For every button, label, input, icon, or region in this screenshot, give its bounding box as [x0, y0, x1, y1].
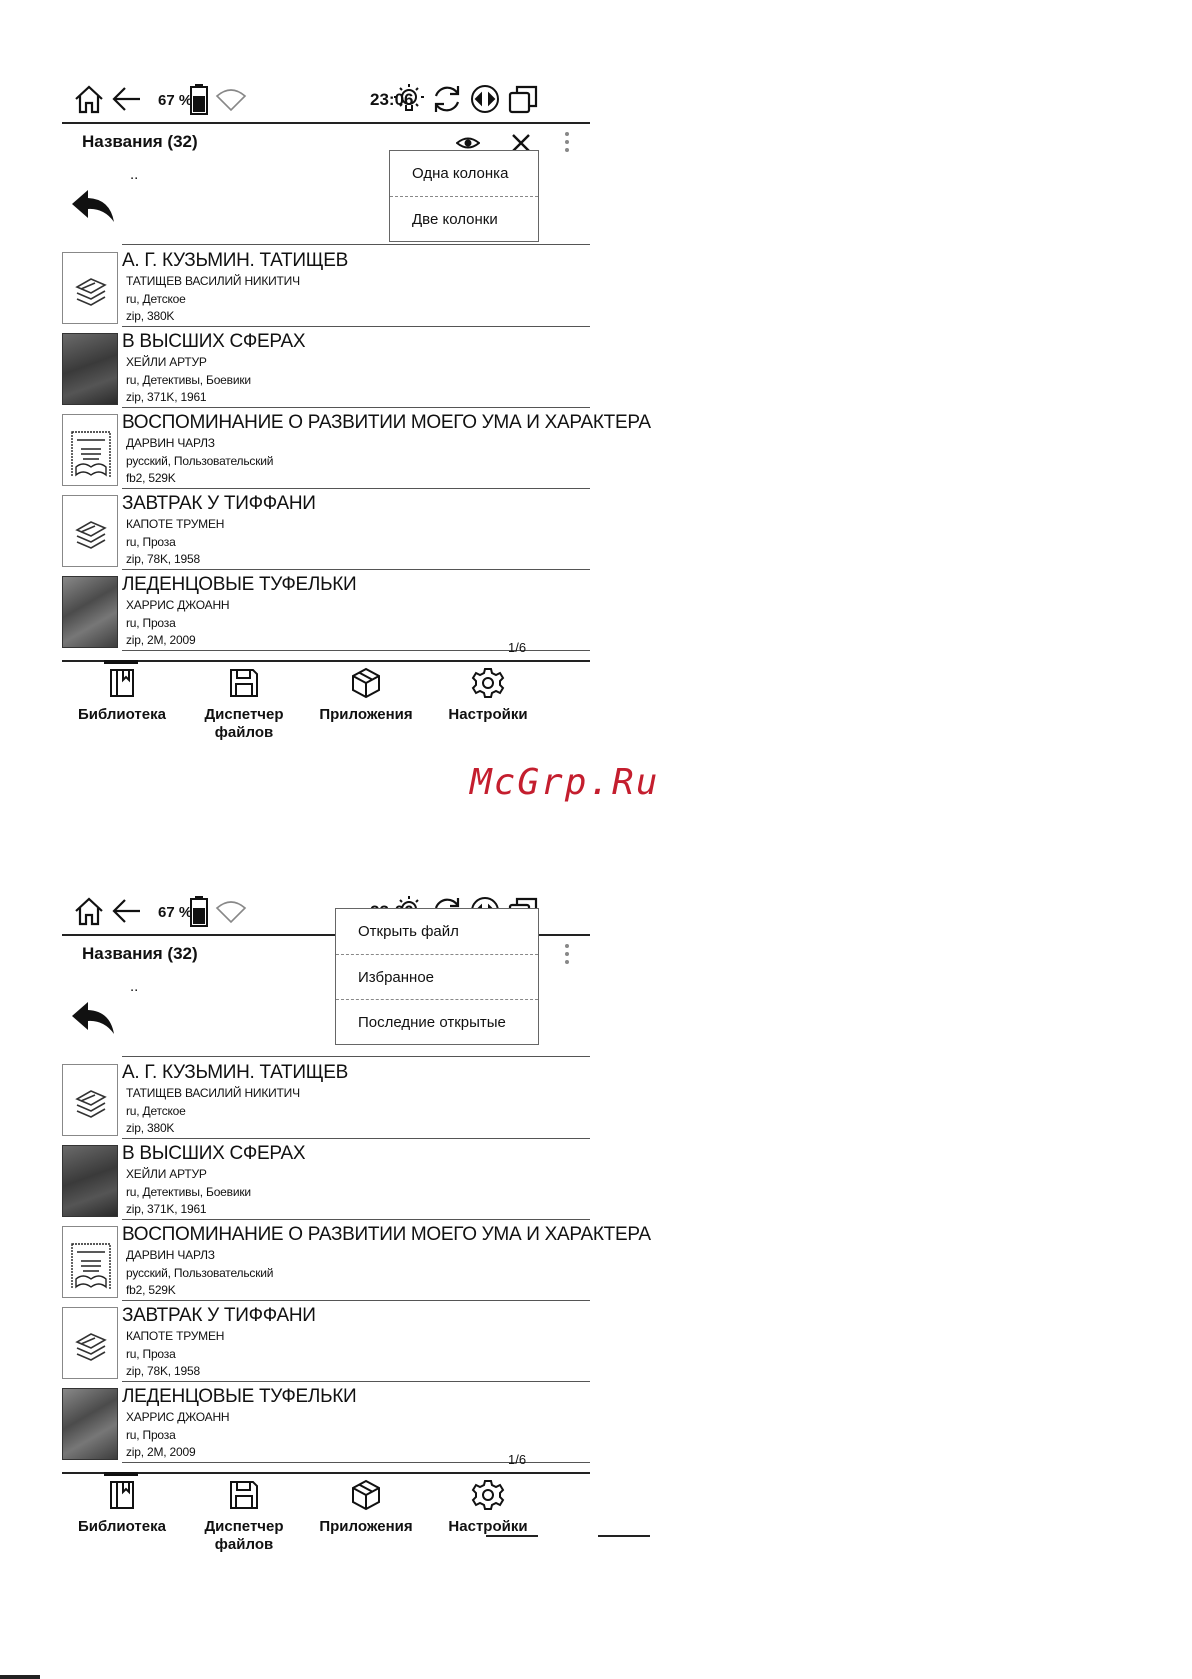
divider: [122, 244, 590, 245]
tab-file-manager[interactable]: [182, 666, 306, 742]
book-title: ЗАВТРАК У ТИФФАНИ: [122, 493, 316, 514]
tab-file-manager-label: [182, 706, 306, 742]
gear-icon: [471, 1478, 505, 1512]
book-author: ТАТИЩЕВ ВАСИЛИЙ НИКИТИЧ: [126, 274, 300, 288]
book-placeholder-icon: [62, 1064, 118, 1136]
list-item[interactable]: [62, 1139, 590, 1220]
book-language-genre: ru, Проза: [126, 616, 176, 630]
tab-library-label: Библиотека: [78, 1518, 166, 1535]
menu-item-recent[interactable]: Последние открытые: [336, 999, 538, 1044]
book-title: В ВЫСШИХ СФЕРАХ: [122, 331, 306, 352]
parent-folder-label[interactable]: ..: [130, 166, 139, 183]
book-title: ВОСПОМИНАНИЕ О РАЗВИТИИ МОЕГО УМА И ХАРАКТЕРА: [122, 1224, 651, 1245]
return-arrow-icon[interactable]: [70, 998, 116, 1038]
page-title: Названия (32): [82, 944, 198, 963]
active-tab-indicator: [104, 660, 138, 664]
book-author: ХЕЙЛИ АРТУР: [126, 1167, 207, 1181]
parent-folder-label[interactable]: ..: [130, 978, 139, 995]
divider: [62, 660, 590, 662]
more-options-menu: [335, 908, 539, 1045]
list-item[interactable]: [62, 1058, 590, 1139]
tab-settings-label: Настройки: [448, 706, 528, 723]
divider: [122, 1056, 590, 1057]
tab-applications-label: Приложения: [319, 1518, 413, 1535]
library-screen-more-menu: [62, 882, 651, 1642]
book-cover: [62, 414, 118, 486]
page-indicator: 1/6: [508, 1452, 527, 1467]
book-placeholder-icon: [62, 495, 118, 567]
cube-icon: [349, 1478, 383, 1512]
back-arrow-icon[interactable]: [110, 82, 144, 116]
tab-library[interactable]: [60, 1478, 184, 1536]
page-title: Названия (32): [82, 132, 198, 151]
book-language-genre: ru, Детское: [126, 292, 186, 306]
divider: [62, 1472, 590, 1474]
book-author: КАПОТЕ ТРУМЕН: [126, 1329, 225, 1343]
view-mode-menu: [389, 150, 539, 242]
status-bar: [62, 82, 590, 122]
page-mark: [598, 1535, 650, 1537]
list-item[interactable]: [62, 1220, 651, 1301]
book-author: ДАРВИН ЧАРЛЗ: [126, 1248, 215, 1262]
book-cover: [62, 1145, 118, 1217]
book-cover: [62, 333, 118, 405]
book-author: ДАРВИН ЧАРЛЗ: [126, 436, 215, 450]
library-icon: [105, 1478, 139, 1512]
page-indicator: 1/6: [508, 640, 527, 655]
book-cover: [62, 1226, 118, 1298]
tab-library[interactable]: [60, 666, 184, 724]
sync-icon[interactable]: [430, 82, 464, 116]
tab-file-manager-label-line1: Диспетчер: [204, 1518, 284, 1535]
battery-icon: [182, 82, 216, 116]
tab-settings[interactable]: [426, 666, 550, 724]
home-icon[interactable]: [72, 82, 106, 116]
tab-applications[interactable]: [304, 666, 428, 724]
book-title: ЗАВТРАК У ТИФФАНИ: [122, 1305, 316, 1326]
book-format-size: zip, 78K, 1958: [126, 1364, 200, 1378]
tab-file-manager-label-line2: файлов: [214, 1536, 274, 1553]
book-format-size: fb2, 529K: [126, 1283, 176, 1297]
book-placeholder-icon: [62, 1307, 118, 1379]
multitask-icon[interactable]: [506, 82, 540, 116]
page-mark: [486, 1535, 538, 1537]
more-menu-icon[interactable]: [562, 130, 572, 156]
list-item[interactable]: [62, 1382, 590, 1463]
battery-percentage: 67 %: [158, 904, 193, 921]
tab-file-manager-label: [182, 1518, 306, 1554]
more-menu-icon[interactable]: [562, 942, 572, 968]
cube-icon: [349, 666, 383, 700]
book-language-genre: русский, Пользовательский: [126, 1266, 274, 1280]
tab-applications[interactable]: [304, 1478, 428, 1536]
book-title: ЛЕДЕНЦОВЫЕ ТУФЕЛЬКИ: [122, 574, 357, 595]
frontlight-icon[interactable]: [392, 82, 426, 116]
battery-percentage: 67 %: [158, 92, 193, 109]
tab-file-manager-label-line2: файлов: [214, 724, 274, 741]
tab-applications-label: Приложения: [319, 706, 413, 723]
gear-icon: [471, 666, 505, 700]
rotate-screen-icon[interactable]: [468, 82, 502, 116]
book-author: ТАТИЩЕВ ВАСИЛИЙ НИКИТИЧ: [126, 1086, 300, 1100]
clock: 23:06: [370, 90, 414, 109]
book-format-size: zip, 380K: [126, 1121, 175, 1135]
page-mark: [0, 1675, 40, 1679]
book-language-genre: ru, Проза: [126, 535, 176, 549]
book-format-size: fb2, 529K: [126, 471, 176, 485]
back-arrow-icon[interactable]: [110, 894, 144, 928]
list-item[interactable]: [62, 327, 590, 408]
floppy-disk-icon: [227, 666, 261, 700]
book-format-size: zip, 371K, 1961: [126, 390, 207, 404]
list-item[interactable]: [62, 1301, 590, 1382]
book-author: ХЕЙЛИ АРТУР: [126, 355, 207, 369]
active-tab-indicator: [104, 1472, 138, 1476]
floppy-disk-icon: [227, 1478, 261, 1512]
tab-file-manager[interactable]: [182, 1478, 306, 1554]
book-title: В ВЫСШИХ СФЕРАХ: [122, 1143, 306, 1164]
book-title: А. Г. КУЗЬМИН. ТАТИЩЕВ: [122, 1062, 348, 1083]
home-icon[interactable]: [72, 894, 106, 928]
book-cover: [62, 576, 118, 648]
book-format-size: zip, 371K, 1961: [126, 1202, 207, 1216]
book-cover: [62, 1388, 118, 1460]
tab-settings[interactable]: [426, 1478, 550, 1536]
tab-settings-label: Настройки: [448, 1518, 528, 1535]
book-placeholder-icon: [62, 252, 118, 324]
book-format-size: zip, 2M, 2009: [126, 1445, 196, 1459]
menu-item-two-columns[interactable]: Две колонки: [390, 196, 538, 241]
book-language-genre: ru, Детективы, Боевики: [126, 1185, 251, 1199]
book-format-size: zip, 78K, 1958: [126, 552, 200, 566]
book-author: КАПОТЕ ТРУМЕН: [126, 517, 225, 531]
book-language-genre: ru, Детективы, Боевики: [126, 373, 251, 387]
book-language-genre: русский, Пользовательский: [126, 454, 274, 468]
list-item[interactable]: [62, 408, 651, 489]
book-language-genre: ru, Детское: [126, 1104, 186, 1118]
book-title: ЛЕДЕНЦОВЫЕ ТУФЕЛЬКИ: [122, 1386, 357, 1407]
book-format-size: zip, 380K: [126, 309, 175, 323]
watermark: McGrp.Ru: [470, 762, 660, 803]
divider: [62, 122, 590, 124]
menu-item-open-file[interactable]: Открыть файл: [358, 923, 459, 940]
book-author: ХАРРИС ДЖОАНН: [126, 598, 230, 612]
book-language-genre: ru, Проза: [126, 1428, 176, 1442]
battery-icon: [182, 894, 216, 928]
library-screen-view-menu: [62, 70, 651, 830]
menu-item-favorites[interactable]: Избранное: [336, 954, 538, 999]
tab-library-label: Библиотека: [78, 706, 166, 723]
book-author: ХАРРИС ДЖОАНН: [126, 1410, 230, 1424]
book-format-size: zip, 2M, 2009: [126, 633, 196, 647]
tab-file-manager-label-line1: Диспетчер: [204, 706, 284, 723]
wifi-icon[interactable]: [214, 894, 248, 928]
wifi-icon[interactable]: [214, 82, 248, 116]
book-title: А. Г. КУЗЬМИН. ТАТИЩЕВ: [122, 250, 348, 271]
list-item[interactable]: [62, 489, 590, 570]
book-title: ВОСПОМИНАНИЕ О РАЗВИТИИ МОЕГО УМА И ХАРАКТЕРА: [122, 412, 651, 433]
menu-item-one-column[interactable]: Одна колонка: [412, 165, 509, 182]
list-item[interactable]: [62, 570, 590, 651]
library-icon: [105, 666, 139, 700]
return-arrow-icon[interactable]: [70, 186, 116, 226]
list-item[interactable]: [62, 246, 590, 327]
book-language-genre: ru, Проза: [126, 1347, 176, 1361]
